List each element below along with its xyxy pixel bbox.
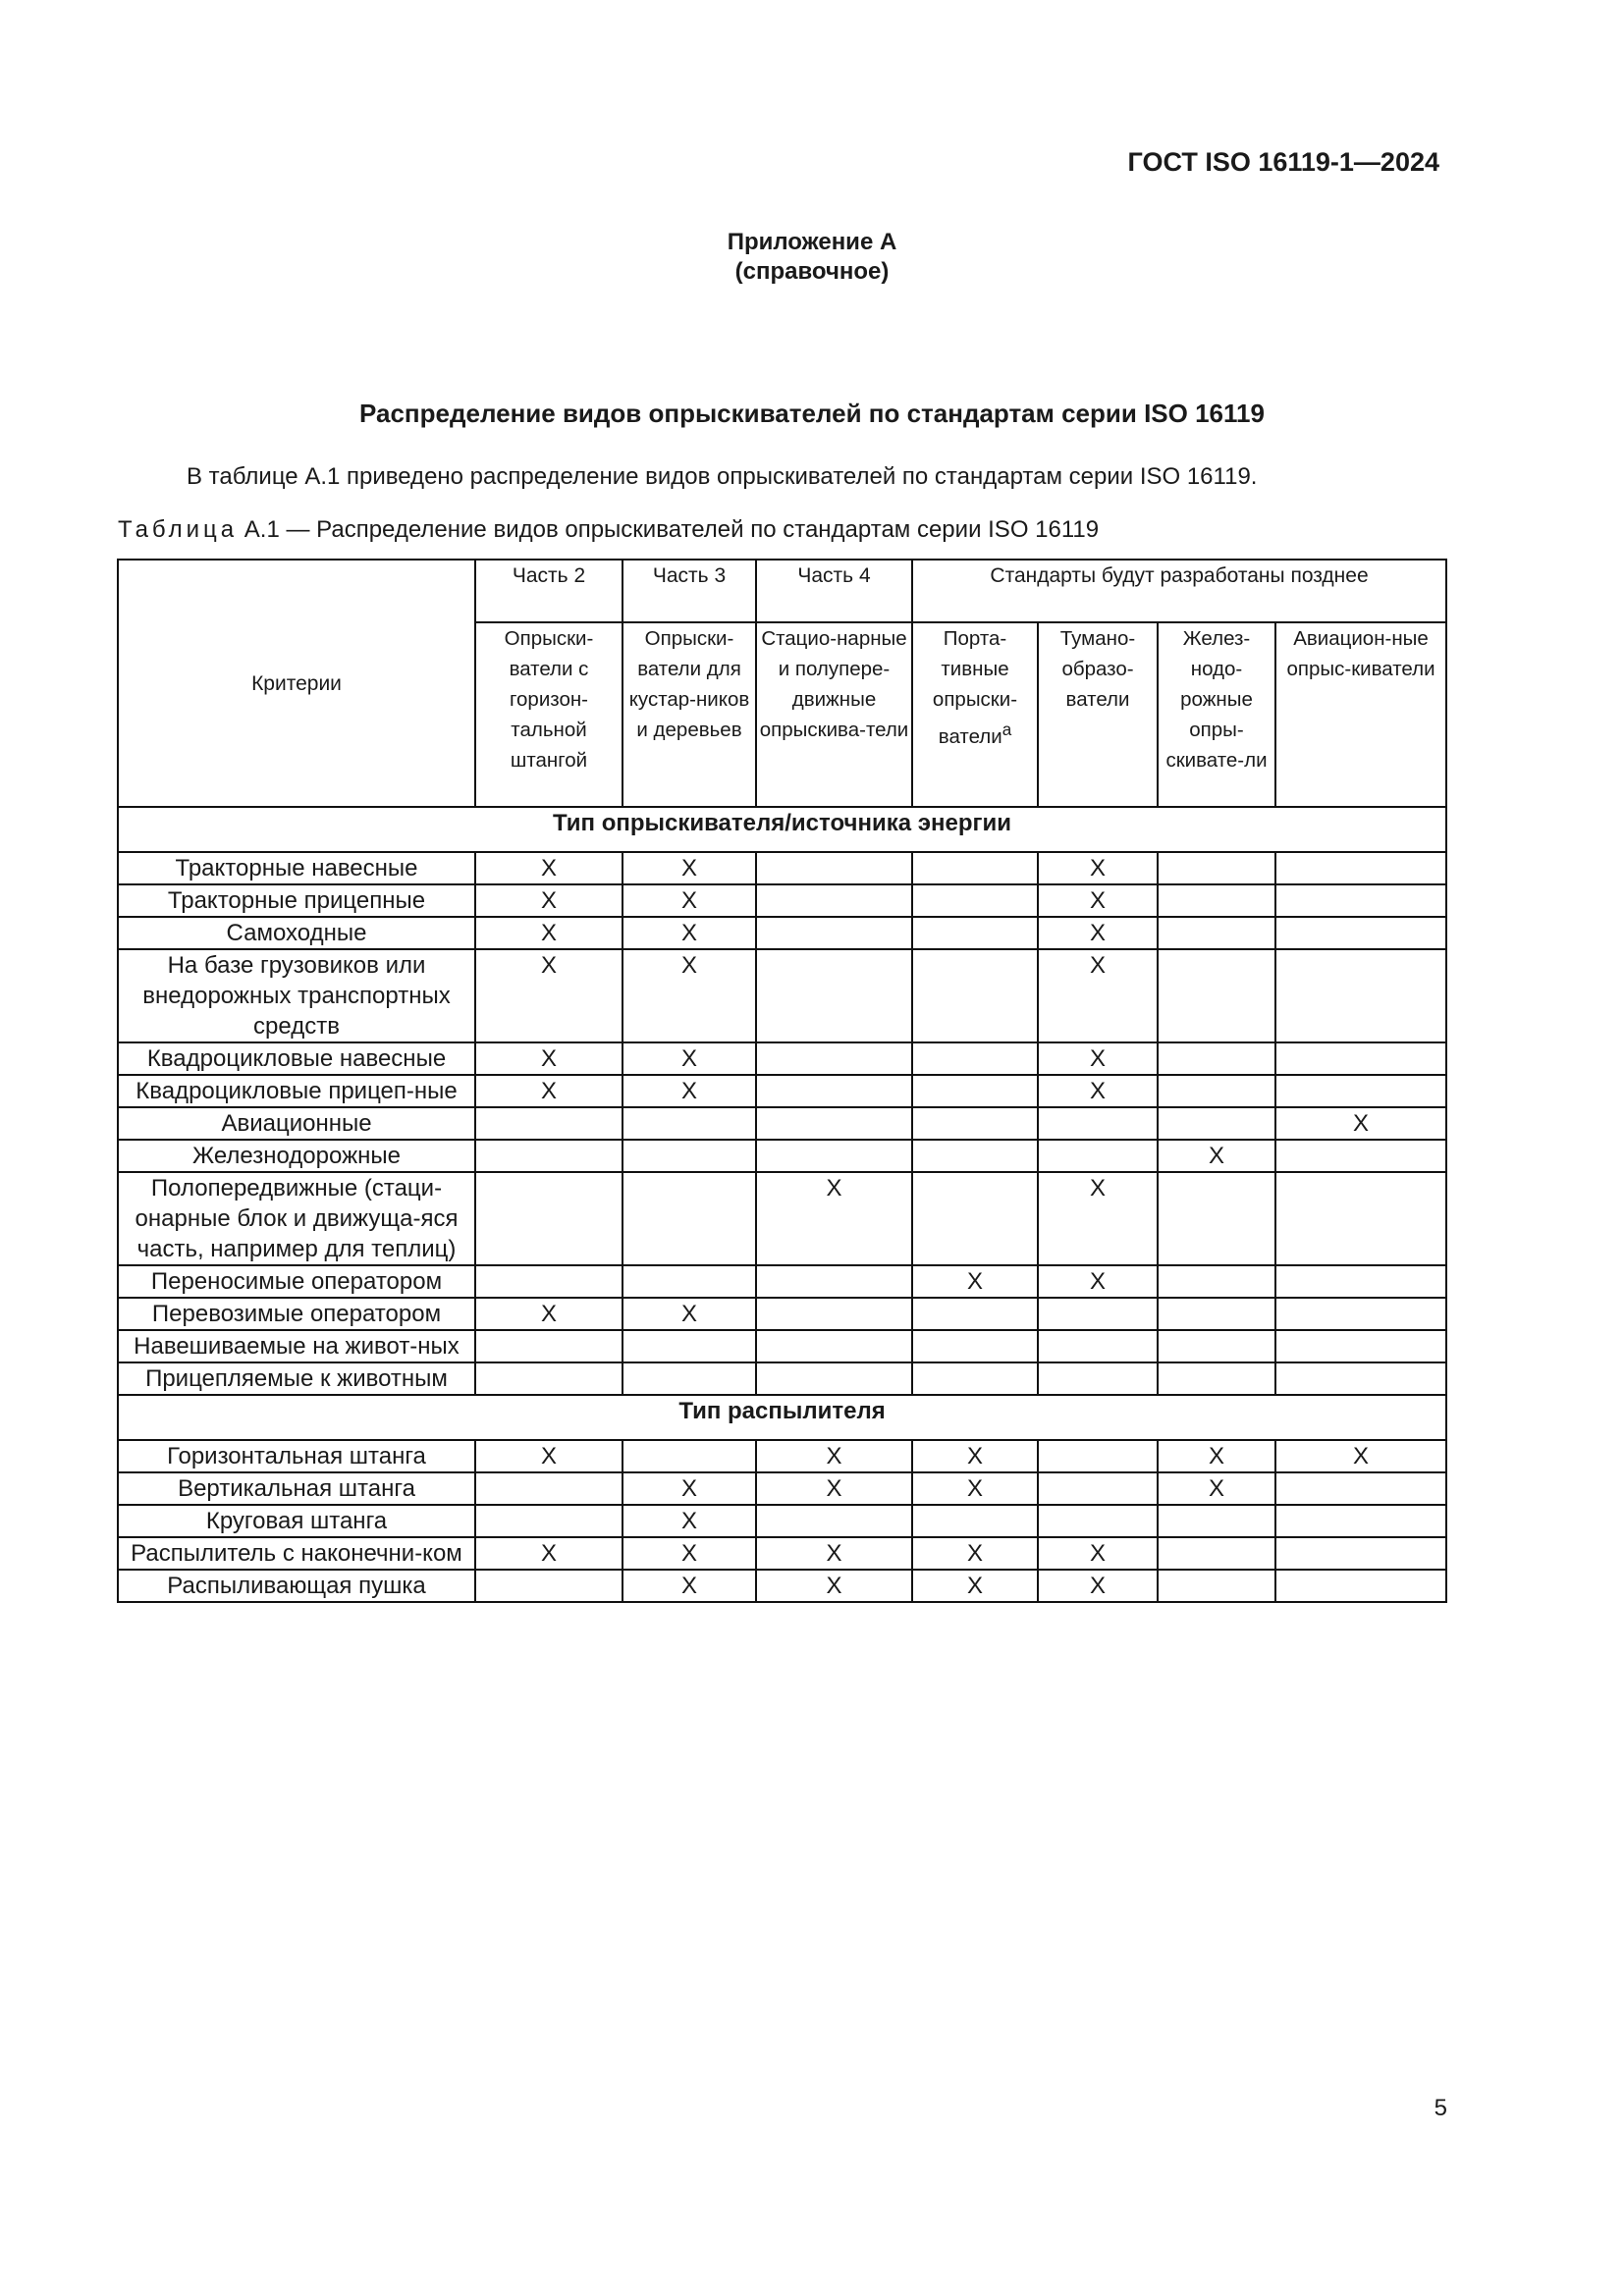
applicability-cell: X [475, 949, 623, 1042]
applicability-cell: X [912, 1570, 1038, 1602]
applicability-cell [912, 1172, 1038, 1265]
group-header-part2: Часть 2 [475, 560, 623, 622]
applicability-cell [475, 1505, 623, 1537]
applicability-cell: X [623, 949, 756, 1042]
applicability-cell [1158, 1042, 1275, 1075]
applicability-cell: X [1158, 1440, 1275, 1472]
applicability-cell [1038, 1440, 1158, 1472]
applicability-cell: X [475, 1440, 623, 1472]
criterion-label: Распыливающая пушка [118, 1570, 475, 1602]
applicability-cell: X [912, 1537, 1038, 1570]
applicability-cell [756, 1042, 912, 1075]
table-row [118, 1362, 1446, 1395]
applicability-cell [1158, 1537, 1275, 1570]
applicability-cell [756, 949, 912, 1042]
applicability-cell [475, 1330, 623, 1362]
applicability-cell [1275, 852, 1446, 884]
applicability-cell: X [623, 884, 756, 917]
criterion-label: Вертикальная штанга [118, 1472, 475, 1505]
applicability-cell: X [1038, 1172, 1158, 1265]
applicability-cell [1158, 1075, 1275, 1107]
applicability-cell [912, 884, 1038, 917]
applicability-cell [1158, 884, 1275, 917]
applicability-cell [1158, 1362, 1275, 1395]
applicability-cell [756, 1107, 912, 1140]
criterion-label: Перевозимые оператором [118, 1298, 475, 1330]
applicability-cell [475, 1265, 623, 1298]
criteria-header: Критерии [118, 560, 475, 807]
applicability-cell [912, 1107, 1038, 1140]
applicability-cell [756, 1298, 912, 1330]
table-row [118, 884, 1446, 917]
applicability-cell [1158, 1107, 1275, 1140]
applicability-cell: X [1038, 884, 1158, 917]
applicability-cell [756, 1140, 912, 1172]
criterion-label: Самоходные [118, 917, 475, 949]
applicability-cell [623, 1140, 756, 1172]
applicability-cell [1158, 1172, 1275, 1265]
col-header-aerial: Авиацион-ные опрыс-киватели [1275, 622, 1446, 807]
table-row [118, 1537, 1446, 1570]
applicability-cell: X [912, 1440, 1038, 1472]
applicability-cell: X [756, 1172, 912, 1265]
applicability-cell [475, 1362, 623, 1395]
applicability-cell [475, 1140, 623, 1172]
table-row [118, 1505, 1446, 1537]
applicability-cell [1275, 884, 1446, 917]
applicability-cell: X [475, 1075, 623, 1107]
applicability-cell: X [623, 917, 756, 949]
applicability-cell [756, 1330, 912, 1362]
applicability-cell: X [1038, 917, 1158, 949]
applicability-cell [1275, 1330, 1446, 1362]
applicability-cell: X [756, 1440, 912, 1472]
applicability-cell: X [623, 1537, 756, 1570]
table-caption-text: А.1 — Распределение видов опрыскивателей по стандартам серии ISO 16119 [238, 516, 1100, 543]
applicability-cell [756, 1505, 912, 1537]
criterion-label: Прицепляемые к животным [118, 1362, 475, 1395]
applicability-cell: X [475, 884, 623, 917]
section-row [118, 1395, 1446, 1440]
applicability-cell: X [475, 1537, 623, 1570]
applicability-cell: X [475, 1298, 623, 1330]
table-row [118, 1298, 1446, 1330]
applicability-cell [1158, 852, 1275, 884]
applicability-cell [912, 1505, 1038, 1537]
applicability-cell [756, 917, 912, 949]
applicability-cell [1038, 1362, 1158, 1395]
applicability-cell: X [623, 1042, 756, 1075]
applicability-cell [475, 1570, 623, 1602]
applicability-cell [756, 884, 912, 917]
applicability-cell [1038, 1505, 1158, 1537]
applicability-cell [756, 1075, 912, 1107]
applicability-cell: X [1038, 1537, 1158, 1570]
applicability-cell: X [1275, 1440, 1446, 1472]
section-row [118, 807, 1446, 852]
applicability-cell [912, 1362, 1038, 1395]
criterion-label: Круговая штанга [118, 1505, 475, 1537]
applicability-cell: X [1038, 1570, 1158, 1602]
table-row [118, 852, 1446, 884]
applicability-cell [1038, 1140, 1158, 1172]
applicability-cell: X [475, 852, 623, 884]
col-header-railway: Желез-нодо-рожные опры-скивате-ли [1158, 622, 1275, 807]
applicability-cell [756, 852, 912, 884]
applicability-cell: X [756, 1472, 912, 1505]
applicability-cell: X [475, 917, 623, 949]
table-row [118, 1140, 1446, 1172]
criterion-label: Полопередвижные (стаци-онарные блок и движуща-яся часть, например для теплиц) [118, 1172, 475, 1265]
table-row [118, 917, 1446, 949]
applicability-cell [623, 1440, 756, 1472]
table-row [118, 1042, 1446, 1075]
applicability-cell [912, 852, 1038, 884]
applicability-cell [1275, 1172, 1446, 1265]
applicability-cell: X [1275, 1107, 1446, 1140]
criterion-label: Распылитель с наконечни-ком [118, 1537, 475, 1570]
applicability-cell [475, 1107, 623, 1140]
table-row [118, 1330, 1446, 1362]
applicability-cell: X [623, 1298, 756, 1330]
applicability-cell [912, 949, 1038, 1042]
applicability-cell: X [623, 1075, 756, 1107]
section-title-cell: Тип опрыскивателя/источника энергии [118, 807, 1446, 852]
applicability-cell: X [623, 852, 756, 884]
applicability-cell: X [1038, 949, 1158, 1042]
applicability-cell [1158, 1570, 1275, 1602]
col-header-horizontal-boom: Опрыски-ватели с горизон-тальной штангой [475, 622, 623, 807]
applicability-cell [623, 1172, 756, 1265]
applicability-cell [1275, 1570, 1446, 1602]
applicability-cell: X [1038, 1265, 1158, 1298]
table-row [118, 1075, 1446, 1107]
applicability-cell: X [475, 1042, 623, 1075]
criterion-label: Квадроцикловые навесные [118, 1042, 475, 1075]
table-row [118, 1440, 1446, 1472]
table-row [118, 949, 1446, 1042]
applicability-cell [912, 1140, 1038, 1172]
page-number: 5 [1434, 2095, 1447, 2121]
applicability-cell [1275, 1140, 1446, 1172]
applicability-cell: X [1158, 1140, 1275, 1172]
applicability-cell [1275, 1472, 1446, 1505]
group-header-part4: Часть 4 [756, 560, 912, 622]
table-row [118, 1265, 1446, 1298]
applicability-cell [756, 1265, 912, 1298]
sprayer-distribution-table [117, 559, 1447, 1603]
applicability-cell [1275, 1537, 1446, 1570]
applicability-cell: X [756, 1537, 912, 1570]
table-row [118, 1570, 1446, 1602]
criterion-label: Переносимые оператором [118, 1265, 475, 1298]
section-title: Распределение видов опрыскивателей по стандартам серии ISO 16119 [359, 399, 1265, 428]
section-title-cell: Тип распылителя [118, 1395, 1446, 1440]
criterion-label: Железнодорожные [118, 1140, 475, 1172]
applicability-cell: X [1038, 852, 1158, 884]
annex-title: Приложение А [727, 229, 897, 255]
applicability-cell [1158, 1330, 1275, 1362]
group-header-future-standards: Стандарты будут разработаны позднее [912, 560, 1446, 622]
footnote-mark: a [1001, 721, 1012, 739]
applicability-cell [912, 1330, 1038, 1362]
applicability-cell [912, 917, 1038, 949]
table-caption [118, 516, 1099, 544]
applicability-cell: X [623, 1472, 756, 1505]
applicability-cell: X [1038, 1042, 1158, 1075]
criterion-label: Тракторные навесные [118, 852, 475, 884]
applicability-cell: X [623, 1570, 756, 1602]
applicability-cell [1275, 917, 1446, 949]
applicability-cell [1275, 1298, 1446, 1330]
applicability-cell [623, 1265, 756, 1298]
applicability-cell [1038, 1107, 1158, 1140]
table-caption-label: Таблица [118, 516, 239, 543]
col-header-portable [912, 622, 1038, 807]
applicability-cell: X [623, 1505, 756, 1537]
applicability-cell [623, 1330, 756, 1362]
applicability-cell [1158, 949, 1275, 1042]
applicability-cell [475, 1472, 623, 1505]
col-header-stationary: Стацио-нарные и полупере-движные опрыскива-тели [756, 622, 912, 807]
applicability-cell [1158, 1505, 1275, 1537]
applicability-cell [475, 1172, 623, 1265]
col-header-fogger: Тумано-образо-ватели [1038, 622, 1158, 807]
applicability-cell [1158, 917, 1275, 949]
table-row [118, 1172, 1446, 1265]
table-group-header-row [118, 560, 1446, 622]
group-header-part3: Часть 3 [623, 560, 756, 622]
applicability-cell: X [912, 1265, 1038, 1298]
criterion-label: На базе грузовиков или внедорожных транспортных средств [118, 949, 475, 1042]
criterion-label: Горизонтальная штанга [118, 1440, 475, 1472]
applicability-cell: X [1038, 1075, 1158, 1107]
applicability-cell [1275, 1265, 1446, 1298]
applicability-cell: X [1158, 1472, 1275, 1505]
applicability-cell [1038, 1298, 1158, 1330]
applicability-cell [623, 1362, 756, 1395]
applicability-cell [1275, 1362, 1446, 1395]
applicability-cell [912, 1298, 1038, 1330]
applicability-cell [1158, 1265, 1275, 1298]
col-header-bush-tree: Опрыски-ватели для кустар-ников и деревьев [623, 622, 756, 807]
criterion-label: Авиационные [118, 1107, 475, 1140]
annex-subtitle: (справочное) [734, 258, 890, 285]
applicability-cell: X [912, 1472, 1038, 1505]
col-header-portable-text: Порта-тивные опрыски-ватели [932, 627, 1018, 748]
applicability-cell: X [756, 1570, 912, 1602]
applicability-cell [912, 1075, 1038, 1107]
applicability-cell [912, 1042, 1038, 1075]
table-row [118, 1107, 1446, 1140]
table-body [118, 560, 1446, 1602]
applicability-cell [1275, 949, 1446, 1042]
table-row [118, 1472, 1446, 1505]
applicability-cell [1158, 1298, 1275, 1330]
applicability-cell [756, 1362, 912, 1395]
applicability-cell [1275, 1075, 1446, 1107]
applicability-cell [1038, 1472, 1158, 1505]
intro-paragraph: В таблице А.1 приведено распределение видов опрыскивателей по стандартам серии ISO 16119. [187, 463, 1258, 490]
applicability-cell [1038, 1330, 1158, 1362]
criterion-label: Навешиваемые на живот-ных [118, 1330, 475, 1362]
criterion-label: Квадроцикловые прицеп-ные [118, 1075, 475, 1107]
applicability-cell [1275, 1042, 1446, 1075]
applicability-cell [1275, 1505, 1446, 1537]
annex-heading [0, 228, 1624, 287]
criterion-label: Тракторные прицепные [118, 884, 475, 917]
document-code: ГОСТ ISO 16119-1—2024 [1127, 147, 1439, 177]
applicability-cell [623, 1107, 756, 1140]
